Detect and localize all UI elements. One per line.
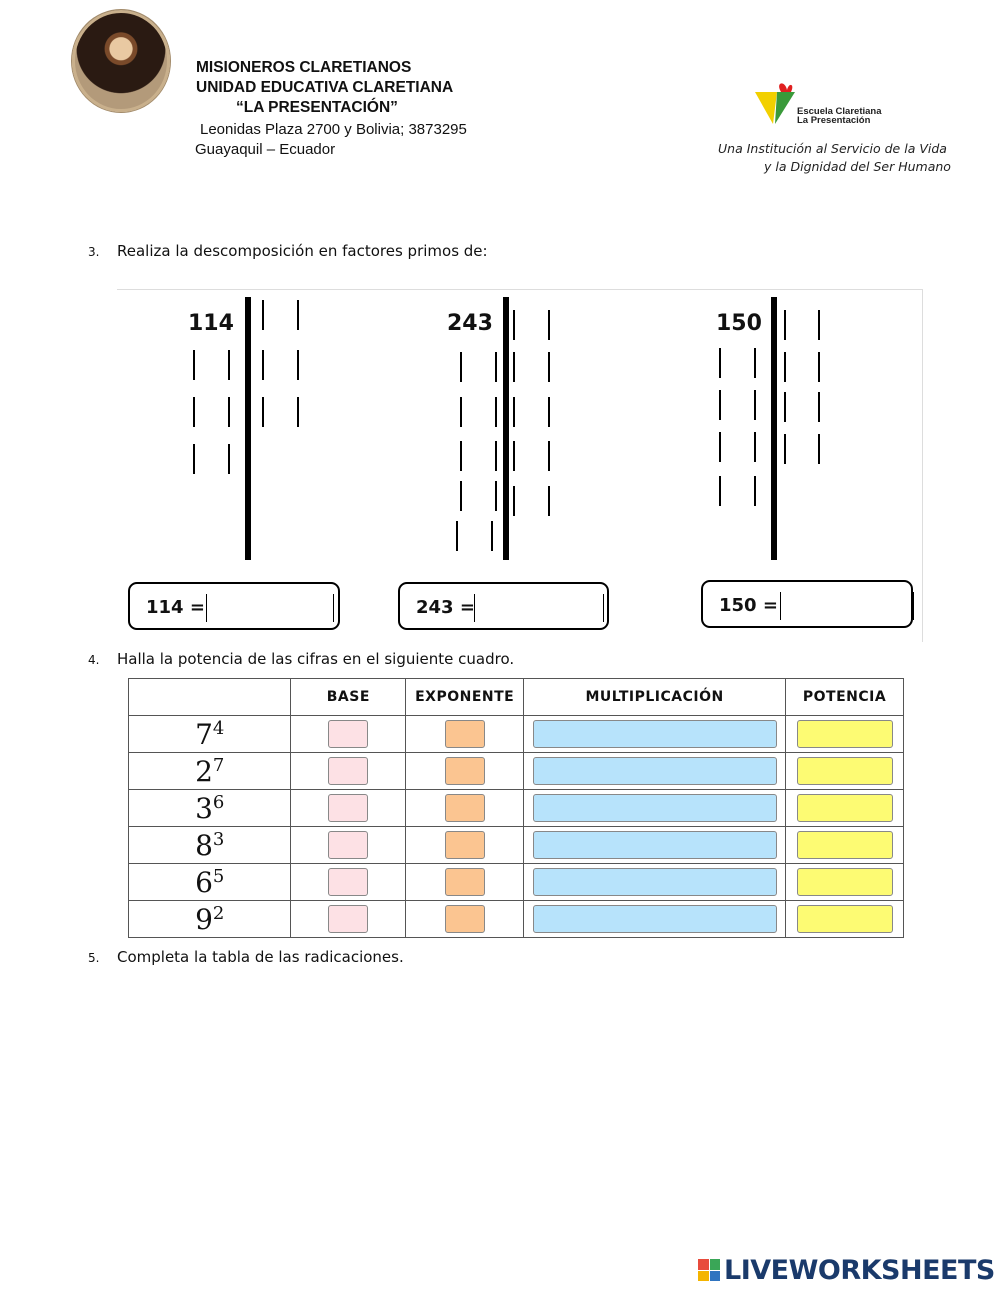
quotient-slot[interactable] bbox=[491, 521, 493, 551]
header-city: Guayaquil – Ecuador bbox=[195, 141, 336, 158]
divisor-slot[interactable] bbox=[818, 392, 820, 422]
divisor-slot[interactable] bbox=[784, 434, 786, 464]
multiplication-input[interactable] bbox=[533, 868, 777, 896]
multiplication-input[interactable] bbox=[533, 720, 777, 748]
power-exponent: 3 bbox=[212, 828, 225, 850]
table-row bbox=[129, 790, 904, 827]
table-row bbox=[129, 716, 904, 753]
result-input-114[interactable] bbox=[206, 594, 334, 622]
base-input[interactable] bbox=[328, 868, 368, 896]
power-exponent: 6 bbox=[212, 791, 225, 813]
ladder-number-114: 114 bbox=[188, 311, 234, 336]
divisor-slot[interactable] bbox=[818, 352, 820, 382]
quotient-slot[interactable] bbox=[228, 444, 230, 474]
power-base: 2 bbox=[195, 754, 213, 788]
icon-square bbox=[698, 1259, 709, 1270]
divisor-slot[interactable] bbox=[262, 350, 264, 380]
power-base: 7 bbox=[195, 717, 213, 751]
exponent-input[interactable] bbox=[445, 794, 485, 822]
ladder-divider-114 bbox=[245, 297, 251, 560]
result-box-114 bbox=[128, 582, 340, 630]
quotient-slot[interactable] bbox=[495, 397, 497, 427]
divisor-slot[interactable] bbox=[548, 441, 550, 471]
quotient-slot[interactable] bbox=[460, 441, 462, 471]
quotient-slot[interactable] bbox=[460, 397, 462, 427]
divisor-slot[interactable] bbox=[784, 352, 786, 382]
power-input[interactable] bbox=[797, 794, 893, 822]
power-exponent: 4 bbox=[212, 717, 225, 739]
quotient-slot[interactable] bbox=[228, 350, 230, 380]
result-box-150 bbox=[701, 580, 913, 628]
power-exponent: 7 bbox=[212, 754, 225, 776]
divisor-slot[interactable] bbox=[262, 397, 264, 427]
question-4-number: 4. bbox=[88, 653, 100, 667]
divisor-slot[interactable] bbox=[784, 310, 786, 340]
power-base: 6 bbox=[195, 865, 213, 899]
header-line-1: MISIONEROS CLARETIANOS bbox=[196, 59, 412, 76]
divisor-slot[interactable] bbox=[513, 310, 515, 340]
logo-green-shape bbox=[775, 92, 795, 124]
result-box-243 bbox=[398, 582, 609, 630]
base-input[interactable] bbox=[328, 794, 368, 822]
quotient-slot[interactable] bbox=[719, 390, 721, 420]
power-base: 3 bbox=[195, 791, 213, 825]
ladder-number-243: 243 bbox=[447, 311, 493, 336]
quotient-slot[interactable] bbox=[193, 397, 195, 427]
header-line-2: UNIDAD EDUCATIVA CLARETIANA bbox=[196, 79, 454, 96]
base-input[interactable] bbox=[328, 720, 368, 748]
liveworksheets-icon bbox=[698, 1259, 720, 1281]
divisor-slot[interactable] bbox=[513, 397, 515, 427]
divisor-slot[interactable] bbox=[513, 486, 515, 516]
slogan-line-2: y la Dignidad del Ser Humano bbox=[764, 159, 951, 174]
divisor-slot[interactable] bbox=[784, 392, 786, 422]
ladder-number-150: 150 bbox=[716, 311, 762, 336]
divisor-slot[interactable] bbox=[548, 352, 550, 382]
power-expression bbox=[129, 716, 291, 753]
multiplication-input[interactable] bbox=[533, 831, 777, 859]
base-input[interactable] bbox=[328, 757, 368, 785]
result-input-243[interactable] bbox=[474, 594, 604, 622]
liveworksheets-brand: LIVEWORKSHEETS bbox=[724, 1255, 995, 1286]
quotient-slot[interactable] bbox=[228, 397, 230, 427]
icon-square bbox=[698, 1271, 709, 1282]
logo-text-line-1: Escuela Claretiana bbox=[797, 106, 882, 117]
question-5 bbox=[88, 948, 404, 966]
ladder-divider-150 bbox=[771, 297, 777, 560]
exponent-input[interactable] bbox=[445, 757, 485, 785]
quotient-slot[interactable] bbox=[193, 350, 195, 380]
power-input[interactable] bbox=[797, 905, 893, 933]
header-multiplication: MULTIPLICACIÓN bbox=[524, 679, 786, 716]
power-exponent: 2 bbox=[212, 902, 225, 924]
logo-text-line-2: La Presentación bbox=[797, 115, 871, 126]
logo-yellow-shape bbox=[755, 92, 777, 124]
base-input[interactable] bbox=[328, 831, 368, 859]
base-input[interactable] bbox=[328, 905, 368, 933]
quotient-slot[interactable] bbox=[754, 432, 756, 462]
table-row bbox=[129, 753, 904, 790]
power-input[interactable] bbox=[797, 868, 893, 896]
question-4 bbox=[88, 650, 514, 668]
question-4-text: Halla la potencia de las cifras en el siguiente cuadro. bbox=[117, 650, 515, 668]
divisor-slot[interactable] bbox=[262, 300, 264, 330]
divisor-slot[interactable] bbox=[297, 300, 299, 330]
quotient-slot[interactable] bbox=[719, 432, 721, 462]
quotient-slot[interactable] bbox=[460, 352, 462, 382]
power-expression bbox=[129, 753, 291, 790]
result-label-150: 150 = bbox=[719, 595, 778, 616]
exponent-input[interactable] bbox=[445, 720, 485, 748]
power-input[interactable] bbox=[797, 831, 893, 859]
table-row bbox=[129, 827, 904, 864]
quotient-slot[interactable] bbox=[495, 481, 497, 511]
quotient-slot[interactable] bbox=[456, 521, 458, 551]
divisor-slot[interactable] bbox=[513, 352, 515, 382]
header-power bbox=[129, 679, 291, 716]
quotient-slot[interactable] bbox=[460, 481, 462, 511]
power-expression bbox=[129, 790, 291, 827]
header-address: Leonidas Plaza 2700 y Bolivia; 3873295 bbox=[200, 121, 467, 138]
power-base: 8 bbox=[195, 828, 213, 862]
divisor-slot[interactable] bbox=[297, 397, 299, 427]
quotient-slot[interactable] bbox=[495, 352, 497, 382]
icon-square bbox=[710, 1271, 721, 1282]
power-input[interactable] bbox=[797, 720, 893, 748]
question-3-number: 3. bbox=[88, 245, 100, 259]
header-base: BASE bbox=[291, 679, 406, 716]
header-result: POTENCIA bbox=[786, 679, 904, 716]
quotient-slot[interactable] bbox=[719, 476, 721, 506]
result-label-114: 114 = bbox=[146, 597, 205, 618]
powers-table bbox=[128, 678, 904, 938]
question-3 bbox=[88, 242, 488, 260]
table-header-row bbox=[129, 679, 904, 716]
logo-flame-shape bbox=[779, 83, 792, 92]
logo-text bbox=[797, 107, 882, 125]
divisor-slot[interactable] bbox=[548, 397, 550, 427]
quotient-slot[interactable] bbox=[754, 390, 756, 420]
question-5-number: 5. bbox=[88, 951, 100, 965]
power-expression bbox=[129, 827, 291, 864]
question-5-text: Completa la tabla de las radicaciones. bbox=[117, 948, 404, 966]
multiplication-input[interactable] bbox=[533, 905, 777, 933]
quotient-slot[interactable] bbox=[193, 444, 195, 474]
result-label-243: 243 = bbox=[416, 597, 475, 618]
header-line-3: “LA PRESENTACIÓN” bbox=[236, 99, 398, 116]
divisor-slot[interactable] bbox=[818, 310, 820, 340]
slogan-line-1: Una Institución al Servicio de la Vida bbox=[718, 141, 947, 156]
divisor-slot[interactable] bbox=[818, 434, 820, 464]
power-expression bbox=[129, 864, 291, 901]
quotient-slot[interactable] bbox=[754, 348, 756, 378]
multiplication-input[interactable] bbox=[533, 794, 777, 822]
power-exponent: 5 bbox=[212, 865, 225, 887]
multiplication-input[interactable] bbox=[533, 757, 777, 785]
exponent-input[interactable] bbox=[445, 868, 485, 896]
exponent-input[interactable] bbox=[445, 905, 485, 933]
header-exponent: EXPONENTE bbox=[406, 679, 524, 716]
icon-square bbox=[710, 1259, 721, 1270]
table-row bbox=[129, 864, 904, 901]
question-3-text: Realiza la descomposición en factores primos de: bbox=[117, 242, 488, 260]
divisor-slot[interactable] bbox=[548, 310, 550, 340]
divisor-slot[interactable] bbox=[513, 441, 515, 471]
divisor-slot[interactable] bbox=[297, 350, 299, 380]
table-row bbox=[129, 901, 904, 938]
divisor-slot[interactable] bbox=[548, 486, 550, 516]
power-input[interactable] bbox=[797, 757, 893, 785]
quotient-slot[interactable] bbox=[719, 348, 721, 378]
exponent-input[interactable] bbox=[445, 831, 485, 859]
power-expression bbox=[129, 901, 291, 938]
quotient-slot[interactable] bbox=[495, 441, 497, 471]
founder-portrait bbox=[72, 10, 170, 112]
result-input-150[interactable] bbox=[780, 592, 914, 620]
ladder-divider-243 bbox=[503, 297, 509, 560]
quotient-slot[interactable] bbox=[754, 476, 756, 506]
power-base: 9 bbox=[195, 902, 213, 936]
